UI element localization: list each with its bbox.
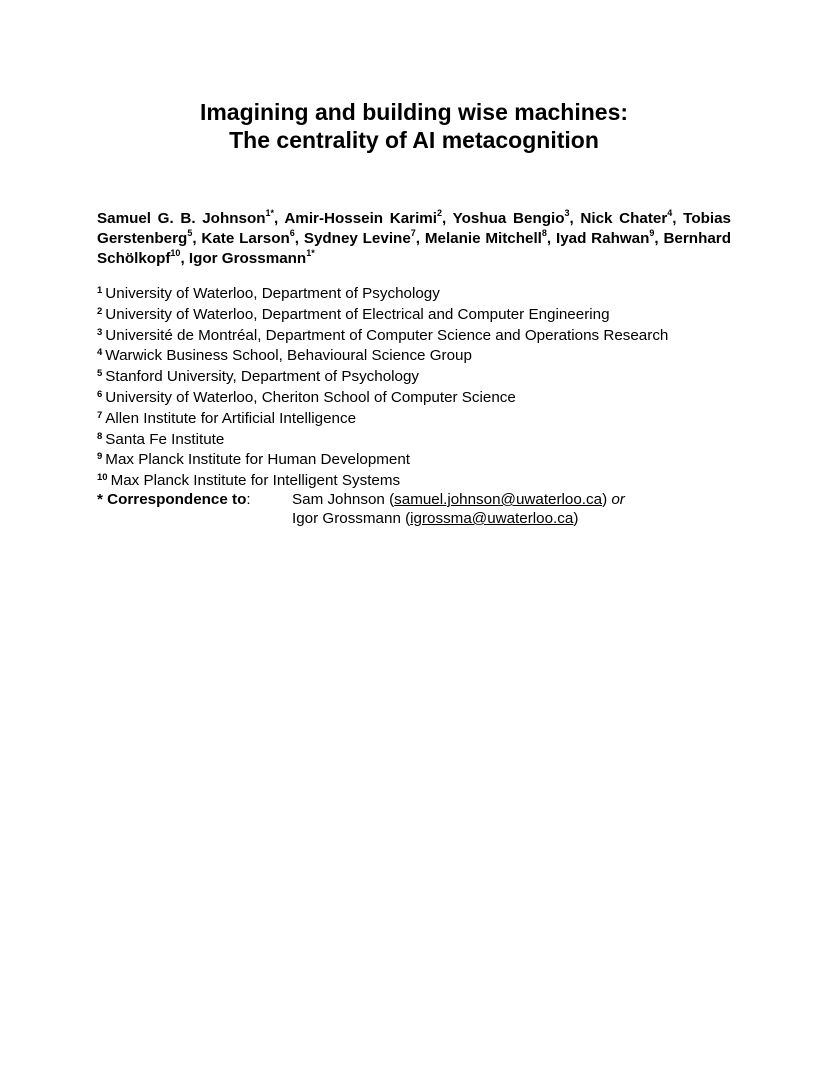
affiliation-number: 10 — [97, 472, 108, 484]
affiliation-number: 8 — [97, 430, 103, 442]
author — [97, 207, 275, 227]
author-name: Nick Chater — [580, 210, 668, 227]
affiliation-item — [97, 368, 777, 389]
affiliation-number: 6 — [97, 388, 103, 400]
author-affiliation-mark: 2 — [437, 207, 443, 218]
affiliation-text: Allen Institute for Artificial Intelligence — [105, 409, 357, 427]
author-affiliation-mark: 5 — [187, 227, 193, 238]
author-affiliation-mark: 9 — [649, 227, 655, 238]
author — [303, 227, 416, 247]
author-affiliation-mark: 1* — [265, 207, 275, 218]
affiliation-number: 7 — [97, 409, 103, 421]
author-name: Tobias Gerstenberg — [97, 210, 731, 247]
affiliation-item — [97, 451, 777, 472]
affiliation-item — [97, 327, 777, 348]
author — [188, 247, 315, 267]
author-affiliation-mark: 10 — [170, 247, 181, 258]
contact-conjunction: or — [611, 491, 625, 508]
author — [424, 227, 547, 247]
author-name: Sydney Levine — [303, 230, 411, 247]
contact-line-2: Igor Grossmann (igrossma@uwaterloo.ca) — [292, 510, 579, 527]
affiliation-text: Santa Fe Institute — [105, 430, 225, 448]
author — [452, 207, 570, 227]
affiliation-number: 5 — [97, 368, 103, 380]
author-name: Amir-Hossein Karimi — [284, 210, 438, 227]
author-name: Bernhard Schölkopf — [97, 230, 731, 267]
affiliation-item — [97, 306, 777, 327]
affiliation-item — [97, 410, 777, 431]
author-list: Samuel G. B. Johnson$^{1*}$, Amir-Hossein Karimi$^2$, Yoshua Bengio$^3$, Nick Chater$^4$, Tobias Gerstenberg$^5$, Kate Larson$^6$, Sydney Levine$^7$, Melanie Mitchell$^8$, Iyad Rahwan$^9$, Bernhard Schölkopf$^{10}$, Igor Grossmann$^{1*}$ — [97, 207, 731, 267]
email-link-grossmann[interactable]: igrossma@uwaterloo.ca — [410, 510, 574, 527]
affiliation-text: Max Planck Institute for Human Development — [105, 451, 411, 469]
affiliation-number: 2 — [97, 305, 103, 317]
author-name: Igor Grossmann — [188, 250, 307, 267]
author — [555, 227, 655, 247]
affiliation-text: University of Waterloo, Department of Psychology — [105, 285, 440, 302]
author-affiliation-mark: 3 — [564, 207, 570, 218]
email-link-johnson[interactable]: samuel.johnson@uwaterloo.ca — [394, 491, 603, 508]
author-affiliation-mark: 7 — [410, 227, 416, 238]
author-name: Samuel G. B. Johnson — [97, 210, 266, 227]
author-name: Melanie Mitchell — [424, 230, 542, 247]
author — [201, 227, 295, 247]
author-name: Kate Larson — [201, 230, 290, 247]
paper-title — [0, 98, 828, 154]
affiliation-item — [97, 285, 777, 306]
author-affiliation-mark: 8 — [541, 227, 547, 238]
affiliation-item — [97, 347, 777, 368]
affiliation-number: 4 — [97, 347, 103, 359]
affiliation-item — [97, 389, 777, 410]
affiliation-number: 9 — [97, 451, 103, 463]
author-name: Iyad Rahwan — [555, 230, 650, 247]
affiliation-text: Warwick Business School, Behavioural Science Group — [105, 347, 472, 365]
correspondence-label: * Correspondence to: — [97, 491, 251, 508]
author-name: Yoshua Bengio — [452, 210, 565, 227]
affiliation-number: 3 — [97, 326, 103, 338]
contact-name: Sam Johnson — [292, 491, 385, 508]
author — [284, 207, 443, 227]
affiliation-text: Max Planck Institute for Intelligent Systems — [110, 472, 401, 490]
title-line-2: The centrality of AI metacognition — [229, 127, 599, 153]
affiliation-number: 1 — [97, 285, 103, 296]
author-affiliation-mark: 4 — [667, 207, 673, 218]
title-line-1: Imagining and building wise machines: — [199, 99, 629, 125]
affiliation-text: Université de Montréal, Department of Computer Science and Operations Research — [105, 326, 669, 344]
correspondence-contacts — [292, 490, 625, 528]
contact-line-1: Sam Johnson (samuel.johnson@uwaterloo.ca) or — [292, 491, 625, 508]
author — [580, 207, 673, 227]
affiliation-list — [97, 285, 777, 493]
affiliation-text: University of Waterloo, Cheriton School of Computer Science — [105, 388, 516, 406]
author-affiliation-mark: 1* — [306, 247, 315, 258]
affiliation-text: Stanford University, Department of Psychology — [105, 368, 420, 386]
author-affiliation-mark: 6 — [289, 227, 295, 238]
contact-name: Igor Grossmann — [292, 510, 401, 527]
affiliation-text: University of Waterloo, Department of Electrical and Computer Engineering — [105, 305, 610, 323]
affiliation-item — [97, 431, 777, 452]
